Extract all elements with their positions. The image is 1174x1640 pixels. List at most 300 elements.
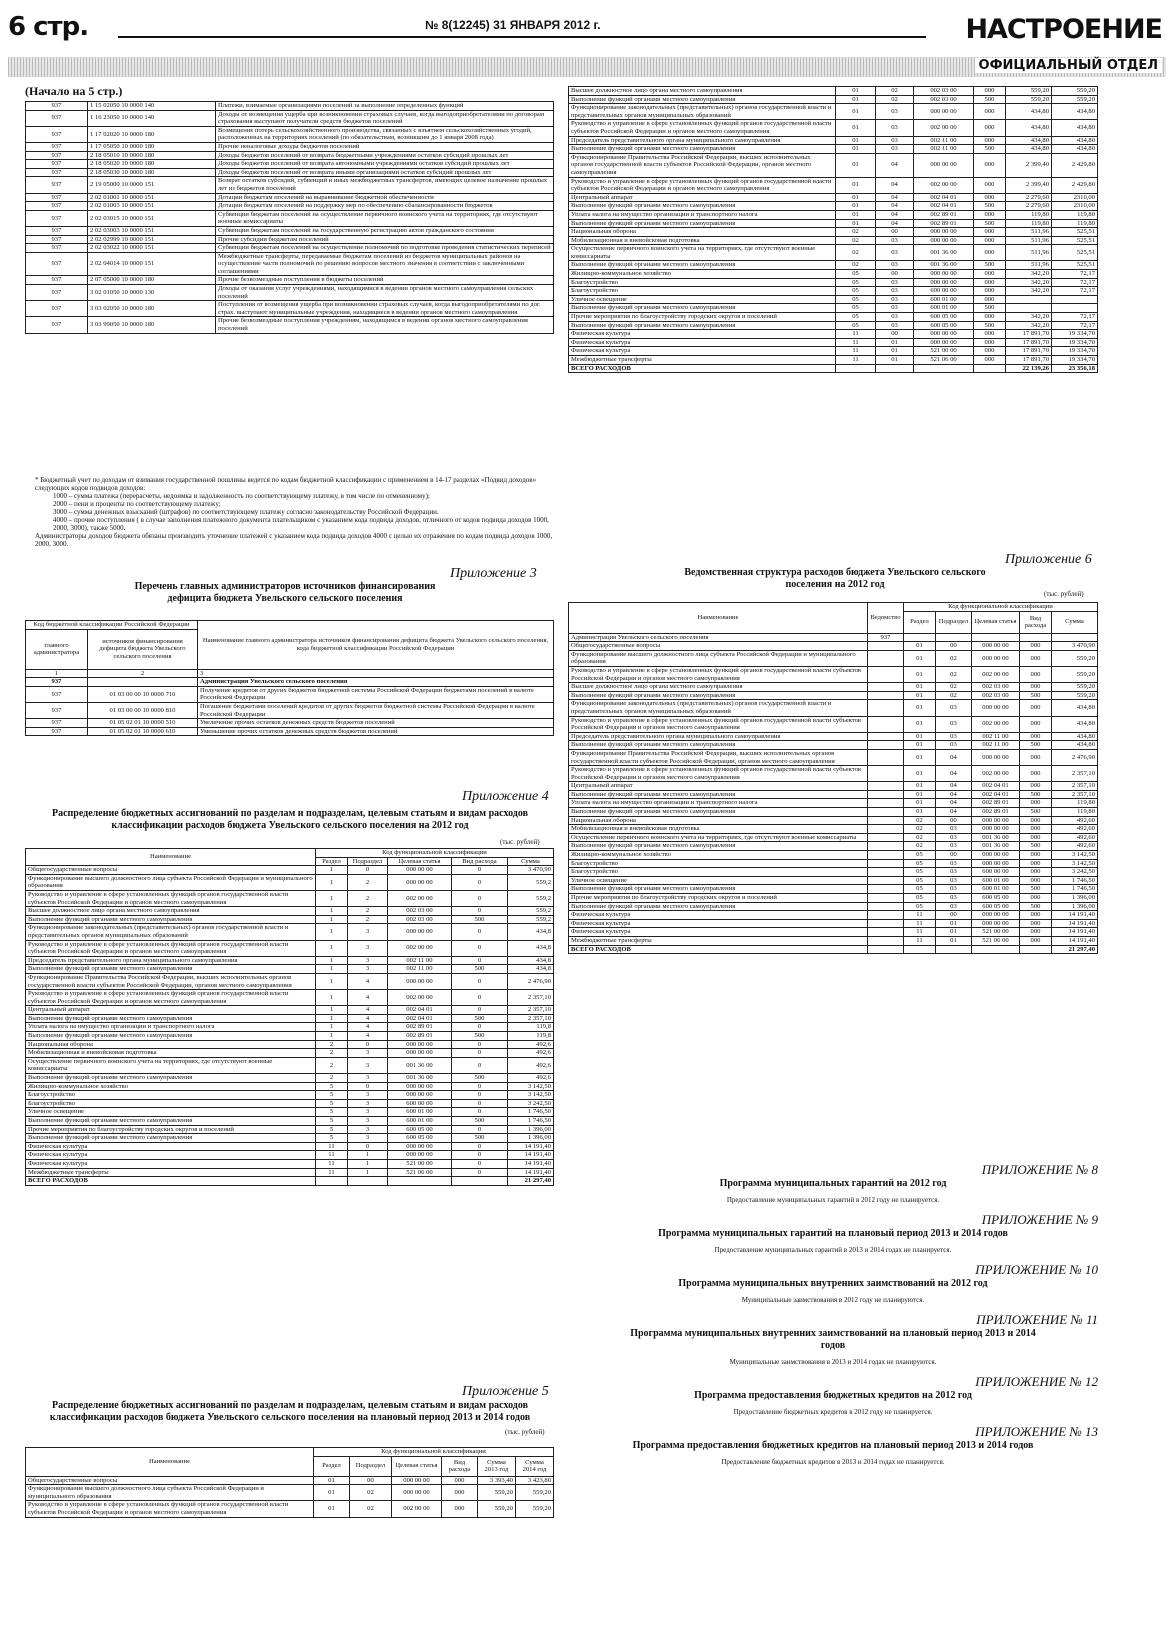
income-cell: 2 02 01001 10 0000 151 [88, 193, 216, 202]
app6-cell: Физическая культура [569, 919, 868, 928]
income-cell: Прочие неналоговые доходы бюджетов поселений [216, 142, 554, 151]
app6-cell: 002 00 00 [971, 716, 1019, 732]
app5-cell: 04 [876, 202, 914, 211]
program-item [568, 1374, 1098, 1416]
app4-cell: 1 [315, 874, 347, 890]
app5-cell: 559,20 [1006, 95, 1052, 104]
app4-cell: 5 [315, 1082, 347, 1091]
app5-cell: 002 00 00 [914, 120, 974, 136]
app5-row [569, 120, 1098, 136]
app6-cell: 000 [1019, 642, 1051, 651]
app4-cell: 0 [451, 1023, 507, 1032]
app5-cell: Выполнение функций органами местного самоуправления [569, 219, 836, 228]
app6-cell: 05 [903, 851, 935, 860]
app5-cell: 05 [836, 278, 876, 287]
app6-cell: 01 [903, 700, 935, 716]
app5-cell: 000 [974, 193, 1006, 202]
app5-cell: 03 [876, 245, 914, 261]
app6-cell [867, 650, 903, 666]
app6-cell: Межбюджетные трансферты [569, 936, 868, 945]
income-cell: 2 02 02999 10 0000 151 [88, 235, 216, 244]
app6-row [569, 808, 1098, 817]
income-cell: 937 [26, 301, 88, 317]
app3-row [26, 727, 554, 736]
app5-cell: 02 [836, 245, 876, 261]
app3-cell: 937 [26, 719, 88, 728]
app5-cell: 000 [974, 287, 1006, 296]
app6-cell [867, 741, 903, 750]
app6-cell: 434,80 [1051, 741, 1097, 750]
app4-cell: 002 89 01 [387, 1023, 451, 1032]
app5-cell: 559,20 [515, 1501, 553, 1517]
app6-label: Приложение 6 [1005, 552, 1092, 567]
app6-col-header: Вид расхода [1019, 611, 1051, 633]
app5-cell: 2 429,80 [1052, 153, 1098, 177]
app4-cell: 0 [451, 1168, 507, 1177]
app5-cell: 600 01 00 [914, 295, 974, 304]
app4-cell: 3 142,50 [507, 1091, 553, 1100]
app4-cell: 1 [315, 1032, 347, 1041]
app5-cell: Руководство и управление в сфере установленных функций органов государственной власти субъектов Российской Федерации и органов местного самоуправления [569, 120, 836, 136]
app6-cell: 03 [935, 716, 971, 732]
app4-cell: 3 242,50 [507, 1099, 553, 1108]
app5-cell: 000 00 00 [914, 153, 974, 177]
app4-cell: 002 00 00 [387, 990, 451, 1006]
app6-row [569, 716, 1098, 732]
income-row [26, 252, 554, 276]
app4-cell: 3 [347, 1099, 387, 1108]
app4-cell: 002 03 00 [387, 915, 451, 924]
app4-cell: Центральный аппарат [26, 1006, 316, 1015]
app5-cell [1052, 295, 1098, 304]
app5-cell: 03 [876, 236, 914, 245]
app5-cell: 000 00 00 [914, 278, 974, 287]
programs-block [568, 1162, 1098, 1474]
app5-cell: Функционирование высшего должностного лица субъекта Российской Федерации и муниципального образования [26, 1485, 314, 1501]
app4-table [25, 848, 554, 1186]
app6-row [569, 683, 1098, 692]
income-footnotes [25, 476, 554, 548]
app5-cell: 000 [974, 356, 1006, 365]
app5-cell: 525,51 [1052, 228, 1098, 237]
app3-cell: Увеличение прочих остатков денежных средств бюджетов поселений [198, 719, 554, 728]
app5-cell: Высшее должностное лицо органа местного самоуправления [569, 87, 836, 96]
app4-cell: 119,8 [507, 1023, 553, 1032]
app5-cell: 2 399,40 [1006, 153, 1052, 177]
app4-cell: Межбюджетные трансферты [26, 1168, 316, 1177]
app6-cell: 000 [1019, 700, 1051, 716]
income-cell: Прочие субсидии бюджетам поселений [216, 235, 554, 244]
app4-cell: 600 01 00 [387, 1117, 451, 1126]
app4-row [26, 1032, 554, 1041]
income-cell: 2 02 03022 10 0000 151 [88, 244, 216, 253]
app5-cell: Руководство и управление в сфере установленных функций органов государственной власти субъектов Российской Федерации и органов местного самоуправления [26, 1501, 314, 1517]
app6-cell: 05 [903, 868, 935, 877]
app4-cell: 492,6 [507, 1049, 553, 1058]
app4-cell: 3 [347, 1108, 387, 1117]
app6-cell [867, 799, 903, 808]
app6-cell: 002 11 00 [971, 732, 1019, 741]
app3-cell: 01 05 02 01 10 0000 610 [88, 727, 198, 736]
app6-cell: Выполнение функций органами местного самоуправления [569, 790, 868, 799]
app4-cell: 0 [347, 1082, 387, 1091]
app6-cell: 434,80 [1051, 700, 1097, 716]
app4-cell: 000 00 00 [387, 973, 451, 989]
program-text: Предоставление муниципальных гарантий в 2013 и 2014 годах не планируется. [714, 1246, 952, 1254]
app4-col-header: Раздел [315, 857, 347, 866]
app4-cell: Общегосударственные вопросы [26, 866, 316, 875]
app6-row [569, 741, 1098, 750]
app5-cell: 01 [876, 356, 914, 365]
app5-row [569, 330, 1098, 339]
app6-cell: 03 [935, 859, 971, 868]
app6-cell: Выполнение функций органами местного самоуправления [569, 741, 868, 750]
app6-col-header: Сумма [1051, 611, 1097, 633]
income-cell: 937 [26, 142, 88, 151]
app4-cell: 000 00 00 [387, 1040, 451, 1049]
app5-cell: 01 [836, 136, 876, 145]
app4-cell: 3 [347, 1057, 387, 1073]
app6-row [569, 842, 1098, 851]
app5-row [569, 287, 1098, 296]
app4-cell: 0 [451, 940, 507, 956]
app6-cell: 01 [903, 642, 935, 651]
app5-cell: 02 [876, 95, 914, 104]
app4-cell: 11 [315, 1159, 347, 1168]
app6-cell: 00 [935, 851, 971, 860]
app5-cell: 02 [349, 1485, 391, 1501]
app4-cell: 434,8 [507, 956, 553, 965]
app6-cell: 000 00 00 [971, 700, 1019, 716]
app4-cell: 0 [451, 1057, 507, 1073]
app5-row [569, 236, 1098, 245]
app4-cell: Выполнение функций органами местного самоуправления [26, 965, 316, 974]
app5-row [26, 1501, 554, 1517]
app6-cell: 01 [903, 666, 935, 682]
income-row [26, 168, 554, 177]
app4-cell: 000 00 00 [387, 866, 451, 875]
app5-cell: 17 891,70 [1006, 330, 1052, 339]
app6-row [569, 790, 1098, 799]
app5-row [569, 245, 1098, 261]
app6-cell: Выполнение функций органами местного самоуправления [569, 842, 868, 851]
income-cell: 937 [26, 276, 88, 285]
app6-cell: 000 [1019, 782, 1051, 791]
income-row [26, 160, 554, 169]
app6-cell: Уплата налога на имущество организации и транспортного налога [569, 799, 868, 808]
app6-cell: 03 [935, 885, 971, 894]
app3-cell: Уменьшение прочих остатков денежных средств бюджетов поселений [198, 727, 554, 736]
app6-cell: 1 396,00 [1051, 902, 1097, 911]
app6-cell: 03 [935, 825, 971, 834]
app6-cell: 04 [935, 782, 971, 791]
app6-cell: 01 [903, 749, 935, 765]
app4-cell: 600 05 00 [387, 1134, 451, 1143]
app6-cell: 000 00 00 [971, 825, 1019, 834]
app4-row [26, 940, 554, 956]
app6-col-header: Целевая статья [971, 611, 1019, 633]
app6-cell: 14 191,40 [1051, 928, 1097, 937]
app6-cell: 000 [1019, 894, 1051, 903]
app5-cell: 000 [974, 210, 1006, 219]
app4-cell: 0 [451, 874, 507, 890]
app6-total-label: ВСЕГО РАСХОДОВ [569, 945, 868, 954]
app6-cell [867, 782, 903, 791]
app5-cell: 05 [836, 287, 876, 296]
app5-cell: 72,17 [1052, 287, 1098, 296]
app5-cell: 01 [876, 347, 914, 356]
app4-cell: Выполнение функций органами местного самоуправления [26, 1134, 316, 1143]
income-cell: Прочие безвозмездные поступления в бюджеты поселений [216, 276, 554, 285]
app4-row [26, 1134, 554, 1143]
app6-cell: 002 89 01 [971, 799, 1019, 808]
app5-cell: 119,80 [1052, 219, 1098, 228]
app6-cell: 3 242,50 [1051, 868, 1097, 877]
app5-cell: 500 [974, 219, 1006, 228]
app5-total-2014: 23 356,18 [1052, 364, 1098, 373]
app6-cell: 03 [935, 833, 971, 842]
app5-cell: 002 11 00 [914, 145, 974, 154]
app5-cell: 02 [836, 261, 876, 270]
income-cell: 1 17 02020 10 0000 180 [88, 126, 216, 142]
app3-cell: 937 [26, 702, 88, 718]
app6-table [568, 602, 1098, 954]
program-item [568, 1162, 1098, 1204]
app6-row [569, 691, 1098, 700]
app3-num-1: 1 [26, 669, 88, 678]
income-cell: 937 [26, 177, 88, 193]
app5-cell: Уплата налога на имущество организации и транспортного налога [569, 210, 836, 219]
app5-cell [1006, 295, 1052, 304]
app6-cell: Председатель представительного органа муниципального самоуправления [569, 732, 868, 741]
app4-cell: 500 [451, 1032, 507, 1041]
income-cell: Межбюджетные трансферты, передаваемые бюджетам поселений из бюджетов муниципальных районов на осуществление части полномочий по решению вопросов местного значения в соответствии с заключенными соглашениями [216, 252, 554, 276]
app5-h-group: Код функциональной классификации [313, 1448, 553, 1457]
app4-cell: 0 [451, 1040, 507, 1049]
app5-cell: 000 [974, 104, 1006, 120]
app5-cell: 03 [876, 120, 914, 136]
app4-cell: 1 396,00 [507, 1125, 553, 1134]
app4-cell: 0 [347, 866, 387, 875]
app6-cell: 2 357,10 [1051, 766, 1097, 782]
app6-cell: 000 00 00 [971, 749, 1019, 765]
income-row [26, 202, 554, 211]
app4-cell: 2 [347, 890, 387, 906]
app6-row [569, 766, 1098, 782]
app5-title: Распределение бюджетных ассигнований по разделам и подразделам, целевым статьям и видам расходов классификации расходов бюджета Увельского сельского поселения на плановый период 2013 и 2014 годов [49, 1400, 531, 1423]
app6-cell: 05 [903, 894, 935, 903]
app6-row [569, 928, 1098, 937]
app6-cell: Благоустройство [569, 868, 868, 877]
app5-row [569, 177, 1098, 193]
app6-cell [867, 683, 903, 692]
app5-row [569, 136, 1098, 145]
app6-cell: 3 142,50 [1051, 851, 1097, 860]
app6-cell: 2 357,10 [1051, 790, 1097, 799]
app5-cell: 525,51 [1052, 261, 1098, 270]
app4-cell: 2 [347, 907, 387, 916]
app6-cell: 1 746,50 [1051, 876, 1097, 885]
app4-cell: 4 [347, 973, 387, 989]
income-row [26, 301, 554, 317]
app4-cell: Уплата налога на имущество организации и транспортного налога [26, 1023, 316, 1032]
app4-cell: Прочие мероприятия по благоустройству городских округов и поселений [26, 1125, 316, 1134]
app5-cell: 000 [974, 338, 1006, 347]
income-row [26, 276, 554, 285]
app5-cell: 05 [836, 313, 876, 322]
app5-cell: 500 [974, 145, 1006, 154]
app5-cell: 434,80 [1052, 145, 1098, 154]
app4-cell: Выполнение функций органами местного самоуправления [26, 915, 316, 924]
app4-cell: 500 [451, 1117, 507, 1126]
app6-cell: 04 [935, 808, 971, 817]
app6-cell [867, 732, 903, 741]
income-cell: Платежи, взимаемые организациями поселений за выполнение определенных функций [216, 102, 554, 111]
income-cell: 937 [26, 317, 88, 333]
income-row [26, 102, 554, 111]
app4-row [26, 1159, 554, 1168]
app5-cell: 01 [313, 1485, 349, 1501]
app4-cell: 1 [315, 973, 347, 989]
app6-cell: 000 [1019, 911, 1051, 920]
app4-cell: 002 00 00 [387, 890, 451, 906]
app5-cell: 600 00 00 [914, 287, 974, 296]
app5-cell: 500 [974, 261, 1006, 270]
app6-cell: 2 476,90 [1051, 749, 1097, 765]
app6-cell [867, 691, 903, 700]
app5-cell: Центральный аппарат [569, 193, 836, 202]
app6-cell: 500 [1019, 691, 1051, 700]
app5-row [26, 1476, 554, 1485]
program-label: ПРИЛОЖЕНИЕ № 8 [981, 1162, 1098, 1177]
footnote-line: Администраторы доходов бюджета обязаны производить уточнение платежей с указанием кода подвида доходов 4000 с целью их отражения по кодам подвида доходов 1000, 2000, 3000. [35, 532, 553, 548]
app6-cell: 600 00 00 [971, 868, 1019, 877]
app6-h-name: Наименование [569, 603, 868, 634]
app4-cell: 000 00 00 [387, 1091, 451, 1100]
app6-cell: 01 [903, 741, 935, 750]
income-cell: 937 [26, 193, 88, 202]
app5-cell: 559,20 [1006, 87, 1052, 96]
app6-cell: 02 [903, 842, 935, 851]
app4-cell: Физическая культура [26, 1142, 316, 1151]
app5-cell: 02 [836, 236, 876, 245]
app4-cell: 559,2 [507, 874, 553, 890]
app6-row [569, 833, 1098, 842]
income-table-wrap [25, 101, 554, 334]
app4-label: Приложение 4 [462, 789, 549, 804]
app6-total: 21 297,40 [1051, 945, 1097, 954]
app5-cell: Физическая культура [569, 338, 836, 347]
app4-col-header: Сумма [507, 857, 553, 866]
app4-cell: 11 [315, 1151, 347, 1160]
app4-cell: Жилищно-коммунальное хозяйство [26, 1082, 316, 1091]
income-cell: 2 18 05010 10 0000 180 [88, 151, 216, 160]
header-rule [118, 36, 926, 38]
app5-cell: 000 [974, 177, 1006, 193]
app5-cell: 434,80 [1006, 136, 1052, 145]
app6-cell: 02 [935, 650, 971, 666]
app3-cell: 01 03 00 00 10 0000 710 [88, 686, 198, 702]
app6-cell [867, 885, 903, 894]
app4-row [26, 915, 554, 924]
app4-cell: 0 [451, 907, 507, 916]
app3-num-3: 3 [198, 669, 554, 678]
app4-row [26, 907, 554, 916]
app4-cell: 3 [347, 1117, 387, 1126]
app4-cell: 500 [451, 915, 507, 924]
app5-cell: 17 891,70 [1006, 347, 1052, 356]
app5-row [569, 219, 1098, 228]
app5-cell: Общегосударственные вопросы [26, 1476, 314, 1485]
income-cell: Возмещение потерь сельскохозяйственного производства, связанных с изъятием сельскохозяйственных угодий, расположенных на территориях поселений (по обязательствам, возникшим до 1 января 2008 года) [216, 126, 554, 142]
app5-cell: Выполнение функций органами местного самоуправления [569, 304, 836, 313]
app5-cell: Прочие мероприятия по благоустройству городских округов и поселений [569, 313, 836, 322]
app5-row [569, 356, 1098, 365]
app5-cell: 72,17 [1052, 278, 1098, 287]
app5-cell: 002 04 01 [914, 202, 974, 211]
newspaper-brand: НАСТРОЕНИЕ [965, 14, 1162, 45]
app6-cell: 03 [935, 732, 971, 741]
app6-cell: 434,80 [1051, 716, 1097, 732]
program-title: Программа предоставления бюджетных кредитов на плановый период 2013 и 2014 годов [632, 1440, 1034, 1451]
app6-cell: 000 [1019, 833, 1051, 842]
app5-cell: Выполнение функций органами местного самоуправления [569, 95, 836, 104]
app4-cell: 1 [315, 990, 347, 1006]
income-cell: 937 [26, 202, 88, 211]
app4-cell: 600 00 00 [387, 1099, 451, 1108]
app4-cell: 2 [315, 1049, 347, 1058]
app5-cell: 000 [441, 1501, 477, 1517]
app4-cell: 5 [315, 1125, 347, 1134]
app4-cell: 0 [451, 1125, 507, 1134]
app4-cell: 002 04 01 [387, 1014, 451, 1023]
app4-row [26, 956, 554, 965]
app6-cell: 03 [935, 741, 971, 750]
app4-title: Распределение бюджетных ассигнований по разделам и подразделам, целевым статьям и видам расходов классификации расходов бюджета Увельского сельского поселения на 2012 год [51, 808, 529, 831]
app4-cell: Председатель представительного органа муниципального самоуправления [26, 956, 316, 965]
app4-cell: Руководство и управление в сфере установленных функций органов государственной власти субъектов Российской Федерации и органов местного самоуправления [26, 990, 316, 1006]
income-cell: Поступления от возмещения ущерба при возникновении страховых случаев, когда выгодоприобретателями по дог. страх. выступают муниципальные учреждения, находящиеся в ведении органов местного самоуправления [216, 301, 554, 317]
app6-cell [867, 766, 903, 782]
app5-cell: 01 [313, 1476, 349, 1485]
app4-cell: Выполнение функций органами местного самоуправления [26, 1117, 316, 1126]
app4-cell: 0 [347, 1142, 387, 1151]
app6-cell: 002 11 00 [971, 741, 1019, 750]
app4-cell: 492,6 [507, 1074, 553, 1083]
app6-cell: 500 [1019, 808, 1051, 817]
app5-cell: 01 [836, 95, 876, 104]
app5-cell: 559,20 [1052, 87, 1098, 96]
program-title: Программа муниципальных внутренних заимствований на плановый период 2013 и 2014 годов [630, 1328, 1036, 1351]
program-label: ПРИЛОЖЕНИЕ № 11 [976, 1312, 1098, 1327]
app6-cell [867, 700, 903, 716]
app6-cell: Физическая культура [569, 928, 868, 937]
app4-cell: 119,8 [507, 1032, 553, 1041]
app4-row [26, 1040, 554, 1049]
app5-cell: 01 [836, 193, 876, 202]
app5-cell: 000 [974, 236, 1006, 245]
app5-cell: 3 393,40 [477, 1476, 515, 1485]
app6-cell: 1 746,50 [1051, 885, 1097, 894]
app4-cell: 0 [451, 1091, 507, 1100]
app6-cell: 500 [1019, 902, 1051, 911]
app5-cell: 04 [876, 193, 914, 202]
app5-cell: 000 [974, 295, 1006, 304]
app6-cell: 01 [903, 766, 935, 782]
app4-row [26, 1014, 554, 1023]
app5-cell: 000 [974, 228, 1006, 237]
app5-cell: 002 00 00 [914, 177, 974, 193]
